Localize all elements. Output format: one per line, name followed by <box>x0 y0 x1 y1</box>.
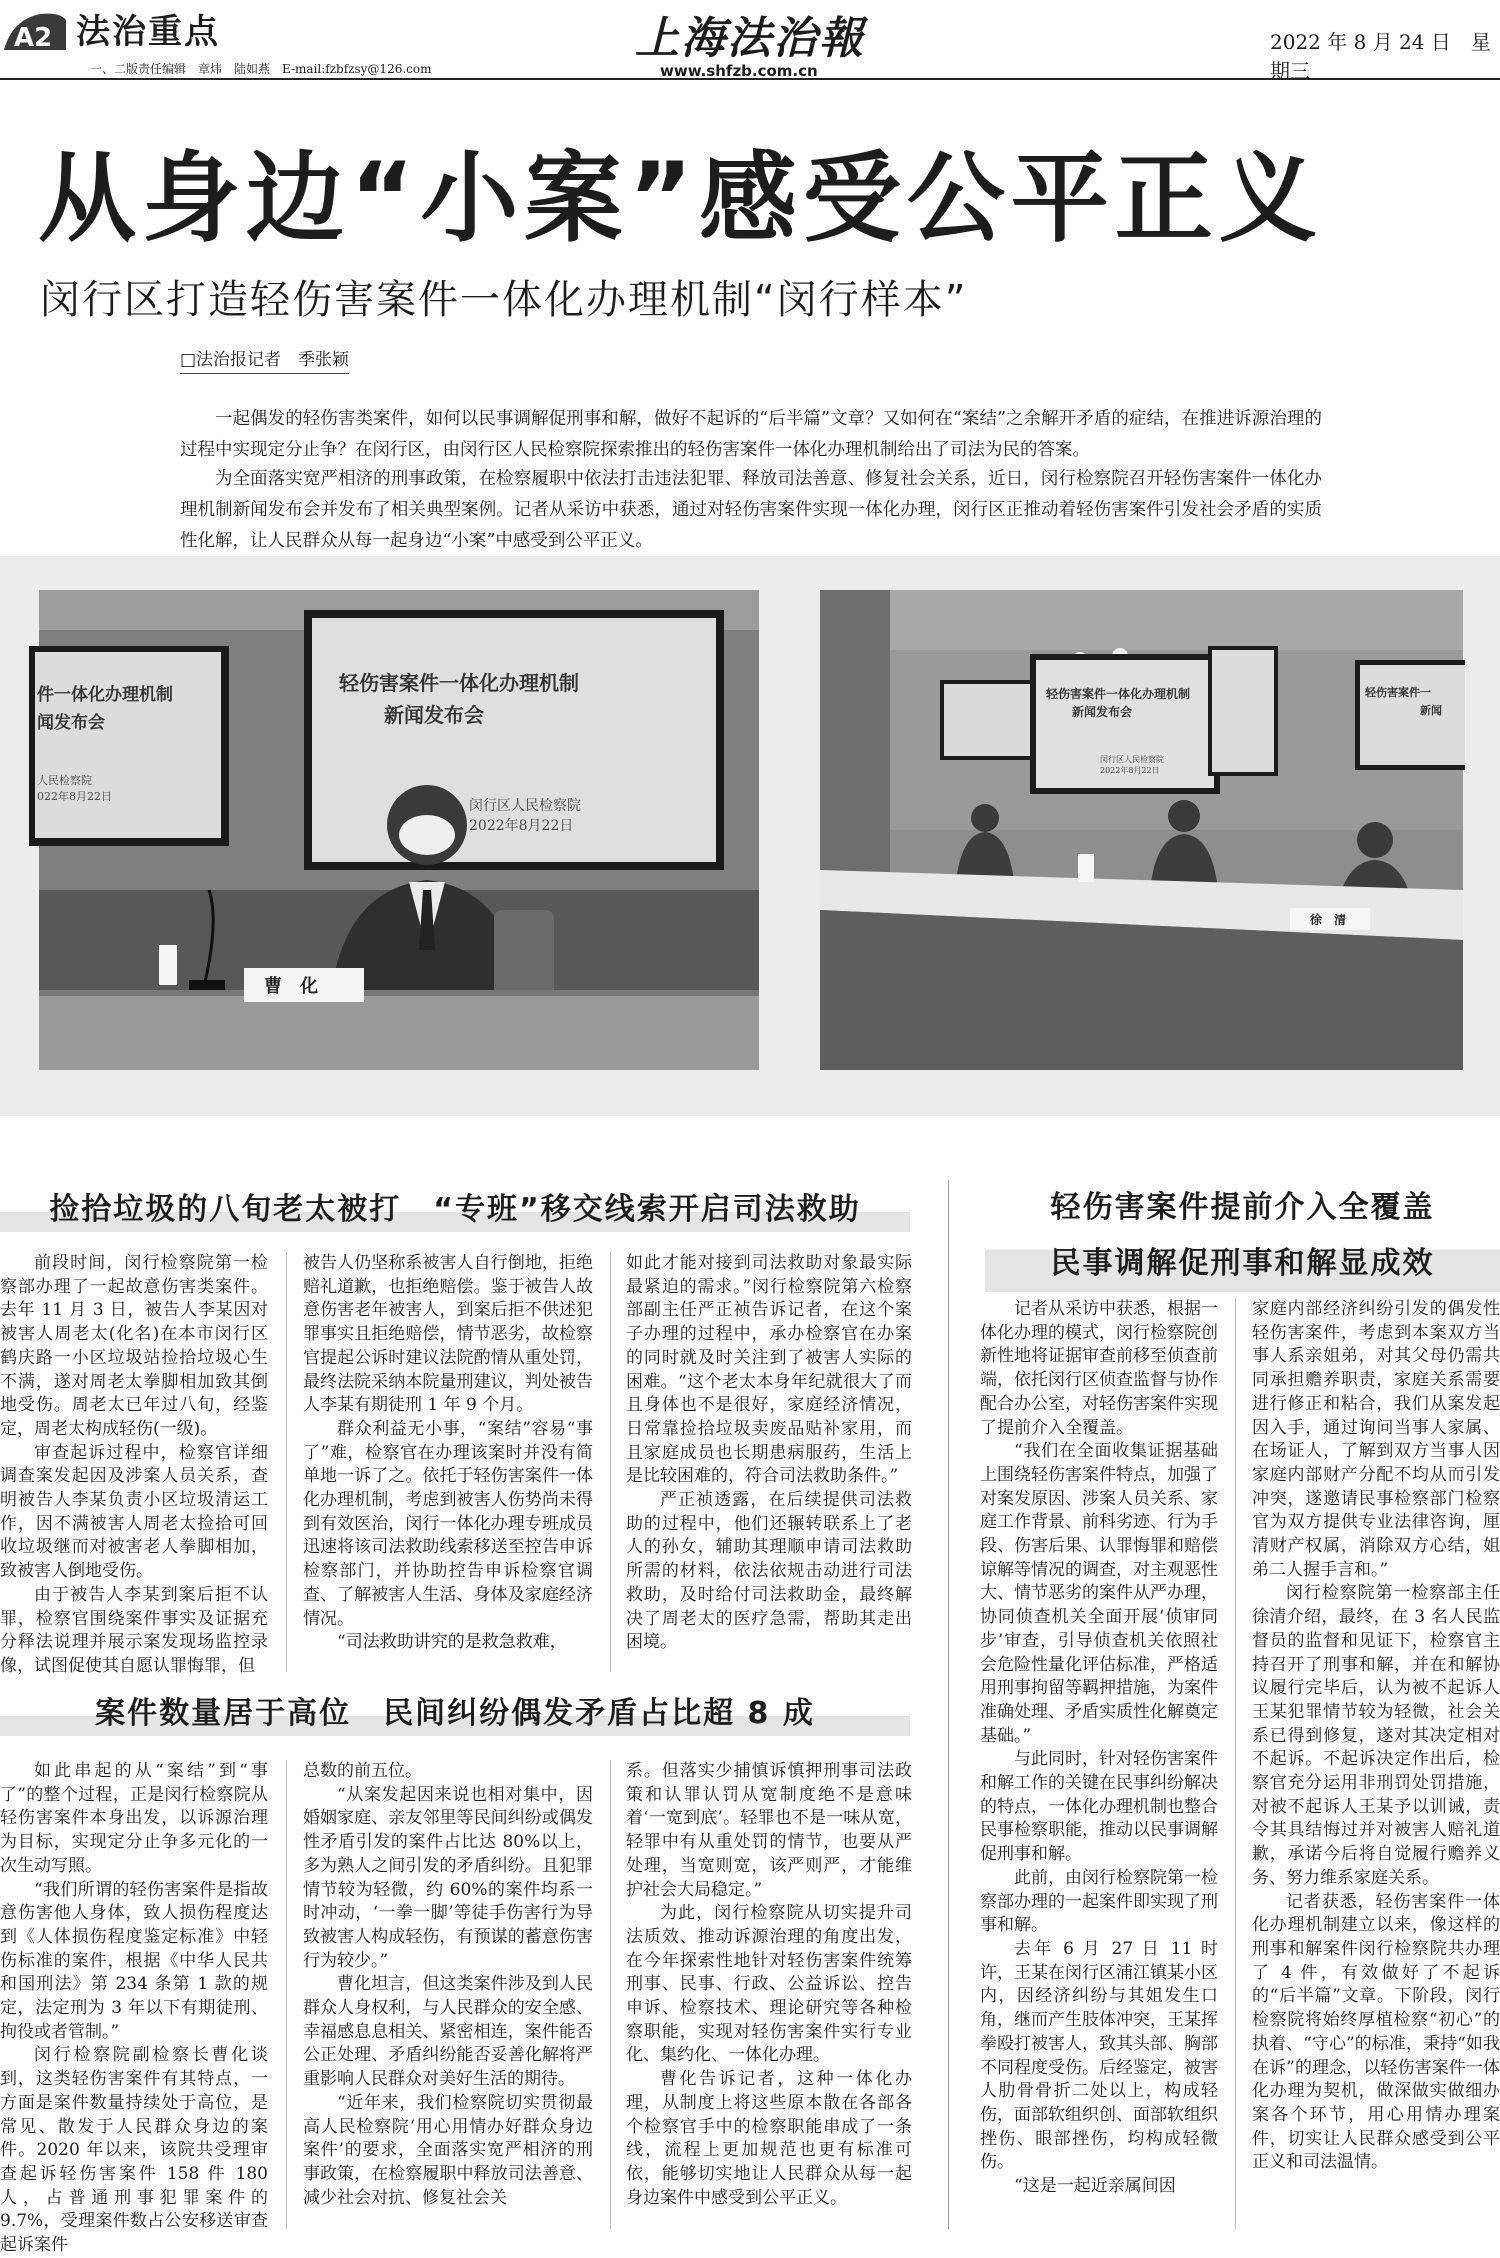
paragraph: 此前，由闵行检察院第一检察部办理的一起案件即实现了刑事和解。 <box>980 1867 1218 1936</box>
section-heading: 捡拾垃圾的八旬老太被打 “专班”移交线索开启司法救助 <box>0 1180 910 1232</box>
svg-text:022年8月22日: 022年8月22日 <box>37 790 112 803</box>
press-conference-photo-right <box>820 590 1463 1070</box>
column-divider <box>610 1252 611 1672</box>
press-conference-photo-left <box>39 590 759 1070</box>
paragraph: “近年来，我们检察院切实贯彻最高人民检察院‘用心用情办好群众身边案件’的要求，全面落实宽严相济的刑事政策，在检察履职中释放司法善意、减少社会对抗、修复社会关 <box>303 2092 593 2208</box>
subheadline: 闵行区打造轻伤害案件一体化办理机制“闵行样本” <box>40 277 968 323</box>
paragraph: 如此才能对接到司法救助对象最实际最紧迫的需求。”闵行检察院第六检察部副主任严正祯告诉记者，在这个案子办理的过程中，承办检察官在办案的同时就及时关注到了被害人实际的困难。“这个老太本身年纪就很大了而且身体也不是很好，家庭经济情况，日常靠捡拾垃圾卖废品贴补家用，而且家庭成员也长期患病服药，生活上是比较困难的，符合司法救助条件。” <box>626 1253 912 1487</box>
article-column <box>626 1252 912 1672</box>
lead-paragraph: 一起偶发的轻伤害类案件，如何以民事调解促刑事和解，做好不起诉的“后半篇”文章？又如何在“案结”之余解开矛盾的症结，在推进诉源治理的过程中实现定分止争？在闵行区，由闵行区人民检察院探索推出的轻伤害案件一体化办理机制给出了司法为民的答案。 <box>180 408 1322 460</box>
paragraph: 与此同时，针对轻伤害案件和解工作的关键在民事纠纷解决的特点，一体化办理机制也整合民事检察职能，推动以民事调解促刑事和解。 <box>980 1749 1218 1865</box>
svg-text:闵行区人民检察院: 闵行区人民检察院 <box>469 798 581 814</box>
paragraph: 审查起诉过程中，检察官详细调查案发起因及涉案人员关系，查明被告人李某负责小区垃圾清运工作，因不满被害人周老太捡拾可回收垃圾继而对被害老人拳脚相加，致被害人倒地受伤。 <box>0 1442 268 1582</box>
article-column <box>303 1252 593 1672</box>
svg-text:徐 清: 徐 清 <box>1310 913 1347 927</box>
svg-text:2022年8月22日: 2022年8月22日 <box>1100 766 1160 775</box>
section-title: 法治重点 <box>76 12 220 52</box>
header-rule <box>0 78 1500 80</box>
svg-text:轻伤害案件一: 轻伤害案件一 <box>1365 686 1431 699</box>
paragraph: 闵行检察院副检察长曹化谈到，这类轻伤害案件有其特点，一方面是案件数量持续处于高位，是常见、散发于人民群众身边的案件。2020 年以来，该院共受理审查起诉轻伤害案件 158 件 180 人，占普通刑事犯罪案件的 9.7%，受理案件数占公安移送审查起诉案件 <box>0 2045 268 2256</box>
paragraph: 总数的前五位。 <box>303 1761 422 1781</box>
paragraph: 群众利益无小事，“案结”容易“事了”难，检察官在办理该案时并没有简单地一诉了之。依托于轻伤害案件一体化办理机制，考虑到被害人伤势尚未得到有效医治，闵行一体化办理专班成员迅速将该司法救助线索移送至控告申诉检察部门，并协助控告申诉检察官调查、了解被害人生活、身体及家庭经济情况。 <box>303 1418 593 1629</box>
column-divider <box>286 1760 287 2229</box>
website: www.shfzb.com.cn <box>660 62 818 80</box>
section-heading-line: 民事调解促刑事和解显成效 <box>1050 1246 1435 1281</box>
paragraph: 前段时间，闵行检察院第一检察部办理了一起故意伤害类案件。去年 11 月 3 日，被告人李某因对被害人周老太(化名)在本市闵行区鹤庆路一小区垃圾站捡拾垃圾心生不满，遂对周老太拳脚相加致其倒地受伤。周老太已年过八旬，经鉴定，周老太构成轻伤(一级)。 <box>0 1253 268 1439</box>
article-column <box>980 1298 1218 2229</box>
article-column <box>0 1252 268 1676</box>
paragraph: 曹化坦言，但这类案件涉及到人民群众人身权利，与人民群众的安全感、幸福感息息相关、紧密相连，案件能否公正处理、矛盾纠纷能否妥善化解将严重影响人民群众对美好生活的期待。 <box>303 1974 593 2090</box>
paragraph: 记者从采访中获悉，根据一体化办理的模式，闵行检察院创新性地将证据审查前移至侦查前端，依托闵行区侦查监督与协作配合办公室，对轻伤害案件实现了提前介入全覆盖。 <box>980 1299 1218 1438</box>
section-heading: 案件数量居于高位 民间纠纷偶发矛盾占比超 8 成 <box>0 1684 910 1736</box>
paragraph: 被告人仍坚称系被害人自行倒地，拒绝赔礼道歉，也拒绝赔偿。鉴于被告人故意伤害老年被害人，到案后拒不供述犯罪事实且拒绝赔偿，情节恶劣，故检察官提起公诉时建议法院酌情从重处罚，最终法院采纳本院量刑建议，判处被告人李某有期徒刑 1 年 9 个月。 <box>303 1253 593 1416</box>
svg-text:新闻: 新闻 <box>1420 704 1442 717</box>
page-number: A2 <box>14 23 53 53</box>
svg-text:新闻发布会: 新闻发布会 <box>384 703 484 727</box>
paragraph: 记者获悉，轻伤害案件一体化办理机制建立以来，像这样的刑事和解案件闵行检察院共办理了 4 件，有效做好了不起诉的“后半篇”文章。下阶段，闵行检察院将始终厚植检察“初心”的执着、“守心”的标准，秉持“如我在诉”的理念，以轻伤害案件一体化办理为契机，做深做实做细办案各个环节，用心用情办理案件，切实让人民群众感受到公平正义和司法温情。 <box>1252 1891 1500 2173</box>
article-column <box>0 1760 268 2256</box>
masthead-logo: 上海法治報 <box>635 13 865 64</box>
svg-text:新闻发布会: 新闻发布会 <box>1072 705 1133 719</box>
article-column <box>626 1760 912 2229</box>
paragraph: 曹化告诉记者，这种一体化办理，从制度上将这些原本散在各部各个检察官手中的检察职能串成了一条线，流程上更加规范也更有标准可依，能够切实地让人民群众从每一起身边案件中感受到公平正义。 <box>626 2069 912 2208</box>
svg-text:件一体化办理机制: 件一体化办理机制 <box>37 685 173 705</box>
paragraph: 为此，闵行检察院从切实提升司法质效、推动诉源治理的角度出发，在今年探索性地针对轻伤害案件统筹刑事、民事、行政、公益诉讼、控告申诉、检察技术、理论研究等各种检察职能，实现对轻伤害案件实行专业化、集约化、一体化办理。 <box>626 1903 912 2066</box>
paragraph: 由于被告人李某到案后拒不认罪，检察官围绕案件事实及证据充分释法说理并展示案发现场监控录像，试图促使其自愿认罪悔罪，但 <box>0 1584 268 1676</box>
section-heading <box>985 1180 1500 1292</box>
svg-text:2022年8月22日: 2022年8月22日 <box>469 818 574 834</box>
paragraph: 系。但落实少捕慎诉慎押刑事司法政策和认罪认罚从宽制度绝不是意味着‘一宽到底’。轻罪也不是一味从宽，轻罪中有从重处罚的情节，也要从严处理，当宽则宽，该严则严，才能维护社会大局稳定。” <box>626 1761 912 1900</box>
article-column <box>1252 1298 1500 2229</box>
page-number-badge <box>4 6 68 64</box>
paragraph: “我们所谓的轻伤害案件是指故意伤害他人身体，致人损伤程度达到《人体损伤程度鉴定标准》中轻伤标准的案件，根据《中华人民共和国刑法》第 234 条第 1 款的规定，法定刑为 3 年以下有期徒刑、拘役或者管制。” <box>0 1879 268 2042</box>
svg-text:人民检察院: 人民检察院 <box>37 774 92 787</box>
paragraph: 去年 6 月 27 日 11 时许，王某在闵行区浦江镇某小区内，因经济纠纷与其姐发生口角，继而产生肢体冲突，王某挥拳殴打被害人，致其头部、胸部不同程度受伤。后经鉴定，被害人肋骨骨折二处以上，构成轻伤，面部软组织创、面部软组织挫伤、眼部挫伤，均构成轻微伤。 <box>980 1938 1218 2173</box>
column-divider <box>1235 1298 1236 2229</box>
byline: □法治报记者 季张颖 <box>180 345 349 374</box>
editors-line: 一、二版责任编辑 章炜 陆如燕 E-mail:fzbfzsy@126.com <box>90 62 432 76</box>
paragraph: 如此串起的从“案结”到“事了”的整个过程，正是闵行检察院从轻伤害案件本身出发，以诉源治理为目标，实现定分止争多元化的一次生动写照。 <box>0 1761 268 1876</box>
column-divider <box>286 1252 287 1672</box>
paragraph: “这是一起近亲属间因 <box>1014 2176 1176 2197</box>
column-divider <box>610 1760 611 2229</box>
section-heading-line: 轻伤害案件提前介入全覆盖 <box>1050 1190 1435 1225</box>
svg-text:闻发布会: 闻发布会 <box>37 713 105 733</box>
paragraph: 严正祯透露，在后续提供司法救助的过程中，他们还辗转联系上了老人的孙女，辅助其理顺申请司法救助所需的材料，依法依规击动进行司法救助，及时给付司法救助金，最终解决了周老太的医疗急需，帮助其走出困境。 <box>626 1490 912 1653</box>
issue-date: 2022 年 8 月 24 日 星期三 <box>1270 30 1491 83</box>
svg-text:轻伤害案件一体化办理机制: 轻伤害案件一体化办理机制 <box>1046 687 1191 701</box>
paragraph: “从案发起因来说也相对集中，因婚姻家庭、亲友邻里等民间纠纷或偶发性矛盾引发的案件占比达 80%以上，多为熟人之间引发的矛盾纠纷。且犯罪情节较为轻微，约 60%的案件均系一时冲动，‘一拳一脚’等徒手伤害行为导致被害人构成轻伤，有预谋的蓄意伤害行为较少。” <box>303 1784 593 1971</box>
paragraph: “我们在全面收集证据基础上围绕轻伤害案件特点，加强了对案发原因、涉案人员关系、家庭工作背景、前科劣迹、行为手段、伤害后果、认罪悔罪和赔偿谅解等情况的调查，对主观恶性大、情节恶劣的案件从严办理，协同侦查机关全面开展‘侦审同步’审查，引导侦查机关依照社会危险性量化评估标准，严格适用刑事拘留等羁押措施，为案件准确处理、矛盾实质性化解奠定基础。” <box>980 1441 1218 1746</box>
paragraph: 闵行检察院第一检察部主任徐清介绍，最终，在 3 名人民监督员的监督和见证下，检察官主持召开了刑事和解，并在和解协议履行完毕后，认为被不起诉人王某犯罪情节较为轻微，社会关系已得到修复，遂对其决定相对不起诉。不起诉决定作出后，检察官充分运用非刑罚处罚措施，对被不起诉人王某予以训诫，责令其具结悔过并对被害人赔礼道歉，承诺今后将自觉履行赡养义务、努力维系家庭关系。 <box>1252 1583 1500 1888</box>
svg-text:轻伤害案件一体化办理机制: 轻伤害案件一体化办理机制 <box>339 671 579 695</box>
lead-paragraph: 为全面落实宽严相济的刑事政策，在检察履职中依法打击违法犯罪、释放司法善意、修复社会关系，近日，闵行检察院召开轻伤害案件一体化办理机制新闻发布会并发布了相关典型案例。记者从采访中获悉，通过对轻伤害案件实现一体化办理，闵行区正推动着轻伤害案件引发社会矛盾的实质性化解，让人民群众从每一起身边“小案”中感受到公平正义。 <box>180 468 1322 551</box>
svg-text:曹 化: 曹 化 <box>264 976 318 997</box>
paragraph: “司法救助讲究的是救急救难， <box>337 1632 567 1653</box>
headline: 从身边“小案”感受公平正义 <box>38 142 1323 256</box>
section-divider <box>948 1180 949 2229</box>
svg-text:闵行区人民检察院: 闵行区人民检察院 <box>1100 755 1164 764</box>
article-column <box>303 1760 593 2229</box>
paragraph: 家庭内部经济纠纷引发的偶发性轻伤害案件，考虑到本案双方当事人系亲姐弟，对其父母仍需共同承担赡养职责，家庭关系需要进行修正和粘合，我们从案发起因入手，通过询问当事人家属、在场证人，了解到双方当事人因家庭内部财产分配不均从而引发冲突，遂邀请民事检察部门检察官为双方提供专业法律咨询，厘清财产权属，消除双方心结，姐弟二人握手言和。” <box>1252 1299 1500 1580</box>
